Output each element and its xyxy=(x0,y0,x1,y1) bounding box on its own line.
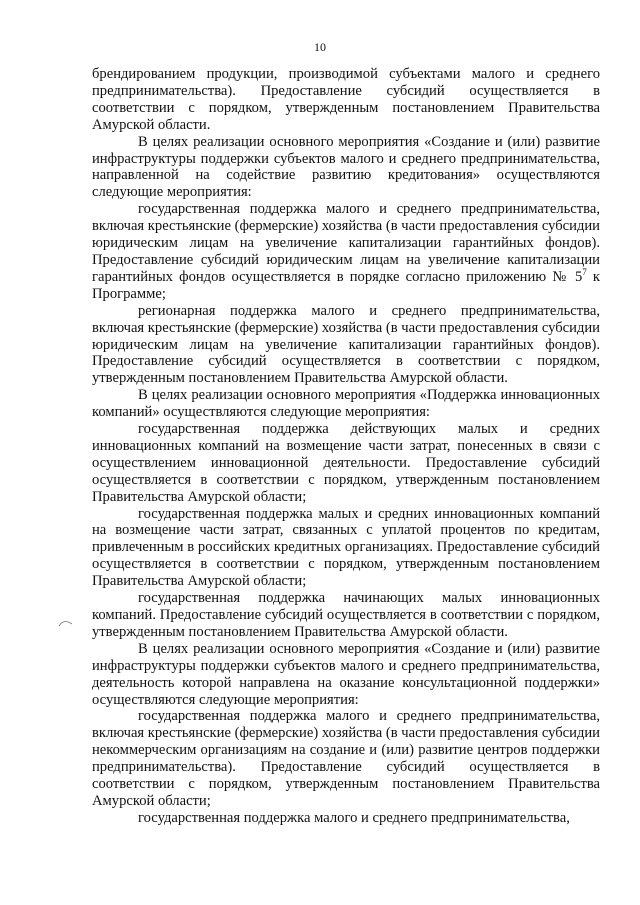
document-body xyxy=(92,66,600,827)
paragraph-tail: к Программе; xyxy=(92,268,600,302)
paragraph: государственная поддержка действующих малых и средних инновационных компаний на возмещение части затрат, понесенных в связи с осуществлением инновационной деятельности. Предоставление субсидий осуществляется в соответствии с порядком, утвержденным постановлением Правительства Амурской области; xyxy=(92,421,600,505)
paragraph: В целях реализации основного мероприятия «Создание и (или) развитие инфраструктуры поддержки субъектов малого и среднего предпринимательства, направленной на содействие развитию кредитования» осуществляются следующие мероприятия: xyxy=(92,133,600,201)
paragraph: государственная поддержка малого и среднего предпринимательства, xyxy=(138,809,570,826)
paragraph: регионарная поддержка малого и среднего предпринимательства, включая крестьянские (фермерские) хозяйства (в части предоставления субсидии юридическим лицам на увеличение капитализации гарантийных фондов). Предоставление субсидий осуществляется в соответствии с порядком, утвержденным постановлением Правительства Амурской области. xyxy=(92,302,600,387)
superscript: 7 xyxy=(582,267,587,278)
paragraph: государственная поддержка малого и среднего предпринимательства, включая крестьянские (фермерские) хозяйства (в части предоставления субсидии некоммерческим организациям на создание и (или) развитие центров поддержки предпринимательства). Предоставление субсидий осуществляется в соответствии с порядком, утвержденным постановлением Правительства Амурской области; xyxy=(92,708,600,809)
paragraph: брендированием продукции, производимой субъектами малого и среднего предпринимательства). Предоставление субсидий осуществляется в соответствии с порядком, утвержденным постановлением Правительства Амурской области. xyxy=(92,66,600,133)
paragraph: государственная поддержка начинающих малых инновационных компаний. Предоставление субсидий осуществляется в соответствии с порядком, утвержденным постановлением Правительства Амурской области. xyxy=(92,590,600,640)
margin-pencil-mark xyxy=(58,620,74,628)
paragraph: В целях реализации основного мероприятия «Создание и (или) развитие инфраструктуры поддержки субъектов малого и среднего предпринимательства, деятельность которой направлена на оказание консультационной поддержки» осуществляются следующие мероприятия: xyxy=(92,640,600,708)
paragraph-text: государственная поддержка малого и среднего предпринимательства, включая крестьянские (фермерские) хозяйства (в части предоставления субсидии юридическим лицам на увеличение капитализации гарантийных фондов). Предоставление субсидий юридическим лицам на увеличение капитализации гарантийных фондов осуществляется в порядке согласно приложению № 5 xyxy=(92,201,600,285)
paragraph: государственная поддержка малых и средних инновационных компаний на возмещение части затрат, связанных с уплатой процентов по кредитам, привлеченным в российских кредитных организациях. Предоставление субсидий осуществляется в соответствии с порядком, утвержденным постановлением Правительства Амурской области; xyxy=(92,505,600,590)
paragraph xyxy=(92,201,600,302)
page-number: 10 xyxy=(314,40,326,54)
paragraph: В целях реализации основного мероприятия «Поддержка инновационных компаний» осуществляются следующие мероприятия: xyxy=(92,387,600,421)
